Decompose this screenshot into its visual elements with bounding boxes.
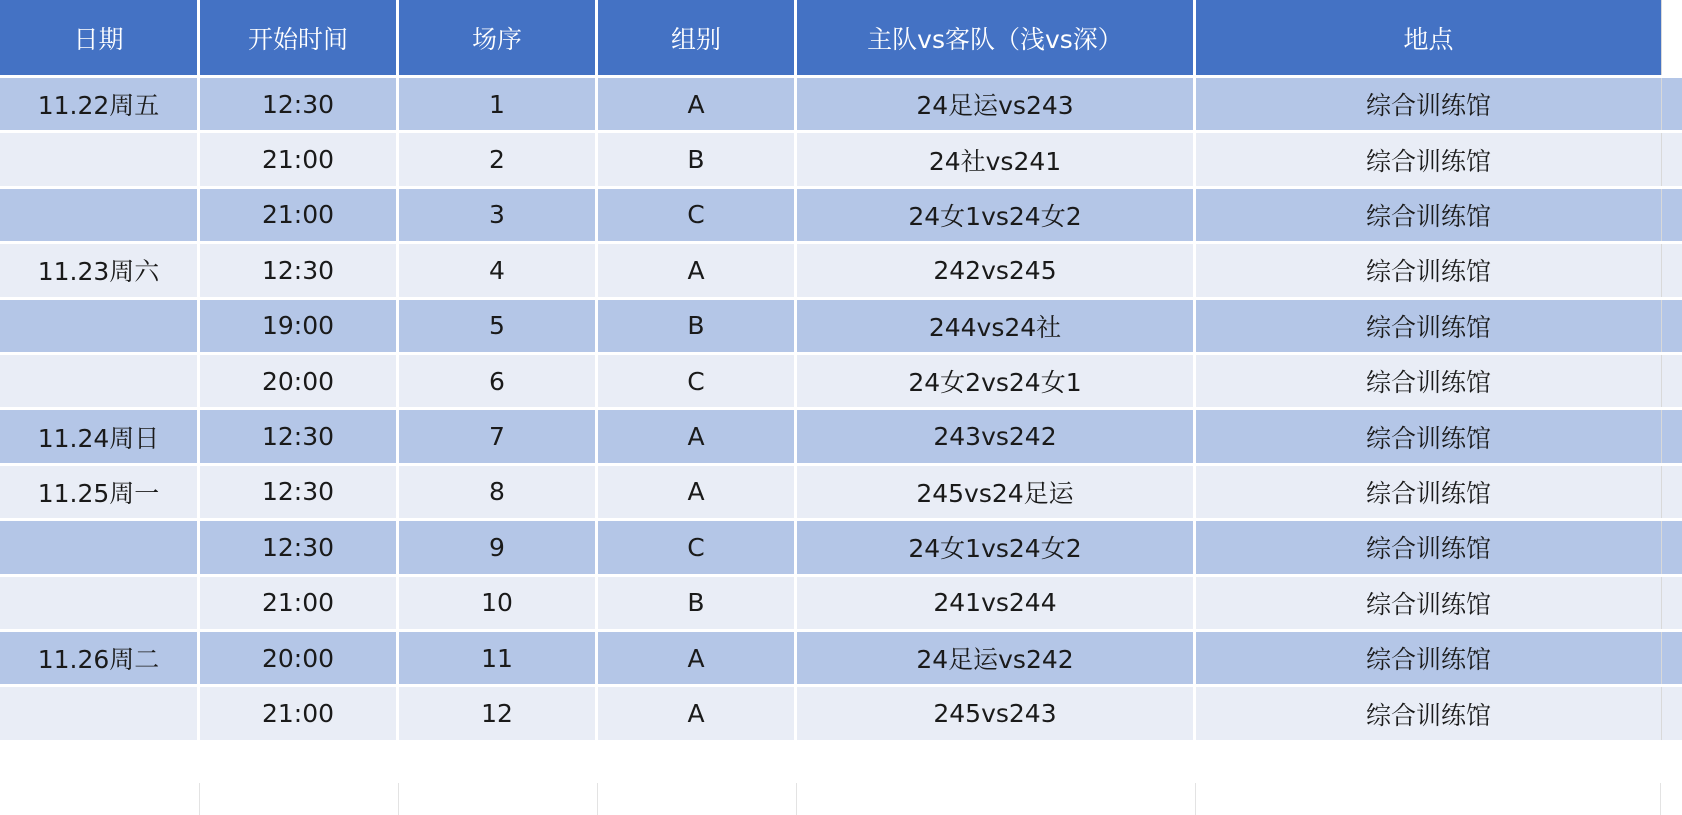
- cell-match[interactable]: 24足运vs243: [797, 78, 1196, 130]
- cell-empty[interactable]: [1661, 577, 1682, 629]
- cell-date[interactable]: 11.26周二: [0, 632, 200, 684]
- cell-venue[interactable]: 综合训练馆: [1196, 687, 1661, 739]
- cell-order[interactable]: 5: [399, 300, 598, 352]
- table-row: [0, 687, 1682, 742]
- cell-order[interactable]: 2: [399, 133, 598, 185]
- cell-order[interactable]: 9: [399, 521, 598, 573]
- header-cell-venue[interactable]: 地点: [1196, 0, 1661, 75]
- cell-match[interactable]: 24社vs241: [797, 133, 1196, 185]
- header-cell-group[interactable]: 组别: [598, 0, 797, 75]
- cell-group[interactable]: A: [598, 632, 797, 684]
- cell-empty[interactable]: [1661, 78, 1682, 130]
- cell-empty[interactable]: [1661, 466, 1682, 518]
- empty-cell[interactable]: [598, 783, 797, 815]
- cell-venue[interactable]: 综合训练馆: [1196, 632, 1661, 684]
- cell-empty[interactable]: [1661, 687, 1682, 739]
- cell-venue[interactable]: 综合训练馆: [1196, 410, 1661, 462]
- cell-venue[interactable]: 综合训练馆: [1196, 244, 1661, 296]
- cell-empty[interactable]: [1661, 521, 1682, 573]
- empty-cell[interactable]: [0, 783, 200, 815]
- table-row: [0, 632, 1682, 687]
- cell-empty[interactable]: [1661, 632, 1682, 684]
- table-row: [0, 355, 1682, 410]
- cell-date[interactable]: [0, 189, 200, 241]
- table-row: [0, 410, 1682, 465]
- cell-match[interactable]: 24足运vs242: [797, 632, 1196, 684]
- cell-start-time[interactable]: 20:00: [200, 355, 399, 407]
- cell-start-time[interactable]: 19:00: [200, 300, 399, 352]
- empty-cell[interactable]: [1196, 783, 1661, 815]
- cell-match[interactable]: 242vs245: [797, 244, 1196, 296]
- cell-date[interactable]: [0, 300, 200, 352]
- cell-match[interactable]: 243vs242: [797, 410, 1196, 462]
- cell-venue[interactable]: 综合训练馆: [1196, 78, 1661, 130]
- empty-cell[interactable]: [797, 783, 1196, 815]
- table-row: [0, 521, 1682, 576]
- table-row: [0, 133, 1682, 188]
- cell-match[interactable]: 245vs243: [797, 687, 1196, 739]
- cell-start-time[interactable]: 12:30: [200, 78, 399, 130]
- cell-group[interactable]: C: [598, 521, 797, 573]
- cell-empty[interactable]: [1661, 244, 1682, 296]
- table-row: [0, 300, 1682, 355]
- cell-group[interactable]: B: [598, 133, 797, 185]
- header-cell-empty[interactable]: [1661, 0, 1682, 75]
- cell-match[interactable]: 24女1vs24女2: [797, 189, 1196, 241]
- cell-start-time[interactable]: 21:00: [200, 577, 399, 629]
- cell-order[interactable]: 3: [399, 189, 598, 241]
- cell-order[interactable]: 4: [399, 244, 598, 296]
- table-row: [0, 466, 1682, 521]
- table-row: [0, 78, 1682, 133]
- cell-date[interactable]: 11.22周五: [0, 78, 200, 130]
- cell-date[interactable]: 11.25周一: [0, 466, 200, 518]
- cell-order[interactable]: 12: [399, 687, 598, 739]
- cell-group[interactable]: A: [598, 78, 797, 130]
- empty-cell[interactable]: [1661, 783, 1682, 815]
- cell-venue[interactable]: 综合训练馆: [1196, 300, 1661, 352]
- cell-order[interactable]: 10: [399, 577, 598, 629]
- cell-start-time[interactable]: 12:30: [200, 410, 399, 462]
- empty-cell[interactable]: [399, 783, 598, 815]
- cell-start-time[interactable]: 21:00: [200, 687, 399, 739]
- table-row: [0, 577, 1682, 632]
- cell-start-time[interactable]: 12:30: [200, 244, 399, 296]
- cell-venue[interactable]: 综合训练馆: [1196, 521, 1661, 573]
- cell-date[interactable]: 11.23周六: [0, 244, 200, 296]
- cell-start-time[interactable]: 20:00: [200, 632, 399, 684]
- table-row: [0, 189, 1682, 244]
- cell-group[interactable]: A: [598, 466, 797, 518]
- table-header-row: [0, 0, 1682, 78]
- cell-order[interactable]: 7: [399, 410, 598, 462]
- cell-group[interactable]: C: [598, 355, 797, 407]
- empty-cell[interactable]: [200, 783, 399, 815]
- table-row: [0, 244, 1682, 299]
- cell-order[interactable]: 8: [399, 466, 598, 518]
- cell-match[interactable]: 245vs24足运: [797, 466, 1196, 518]
- header-cell-match[interactable]: 主队vs客队（浅vs深）: [797, 0, 1196, 75]
- cell-group[interactable]: A: [598, 244, 797, 296]
- cell-start-time[interactable]: 21:00: [200, 133, 399, 185]
- cell-group[interactable]: A: [598, 410, 797, 462]
- cell-start-time[interactable]: 12:30: [200, 521, 399, 573]
- cell-venue[interactable]: 综合训练馆: [1196, 577, 1661, 629]
- cell-date[interactable]: [0, 355, 200, 407]
- cell-empty[interactable]: [1661, 410, 1682, 462]
- cell-venue[interactable]: 综合训练馆: [1196, 133, 1661, 185]
- cell-match[interactable]: 24女2vs24女1: [797, 355, 1196, 407]
- cell-order[interactable]: 11: [399, 632, 598, 684]
- cell-start-time[interactable]: 21:00: [200, 189, 399, 241]
- cell-match[interactable]: 244vs24社: [797, 300, 1196, 352]
- cell-group[interactable]: B: [598, 300, 797, 352]
- cell-date[interactable]: [0, 133, 200, 185]
- cell-date[interactable]: 11.24周日: [0, 410, 200, 462]
- header-cell-order[interactable]: 场序: [399, 0, 598, 75]
- cell-group[interactable]: B: [598, 577, 797, 629]
- cell-empty[interactable]: [1661, 300, 1682, 352]
- cell-empty[interactable]: [1661, 133, 1682, 185]
- cell-group[interactable]: A: [598, 687, 797, 739]
- cell-order[interactable]: 6: [399, 355, 598, 407]
- cell-venue[interactable]: 综合训练馆: [1196, 189, 1661, 241]
- cell-match[interactable]: 24女1vs24女2: [797, 521, 1196, 573]
- header-cell-date[interactable]: 日期: [0, 0, 200, 75]
- cell-empty[interactable]: [1661, 189, 1682, 241]
- cell-start-time[interactable]: 12:30: [200, 466, 399, 518]
- cell-venue[interactable]: 综合训练馆: [1196, 355, 1661, 407]
- header-cell-start-time[interactable]: 开始时间: [200, 0, 399, 75]
- cell-date[interactable]: [0, 687, 200, 739]
- cell-date[interactable]: [0, 521, 200, 573]
- cell-order[interactable]: 1: [399, 78, 598, 130]
- cell-group[interactable]: C: [598, 189, 797, 241]
- cell-match[interactable]: 241vs244: [797, 577, 1196, 629]
- cell-empty[interactable]: [1661, 355, 1682, 407]
- cell-date[interactable]: [0, 577, 200, 629]
- empty-row: [0, 783, 1682, 815]
- cell-venue[interactable]: 综合训练馆: [1196, 466, 1661, 518]
